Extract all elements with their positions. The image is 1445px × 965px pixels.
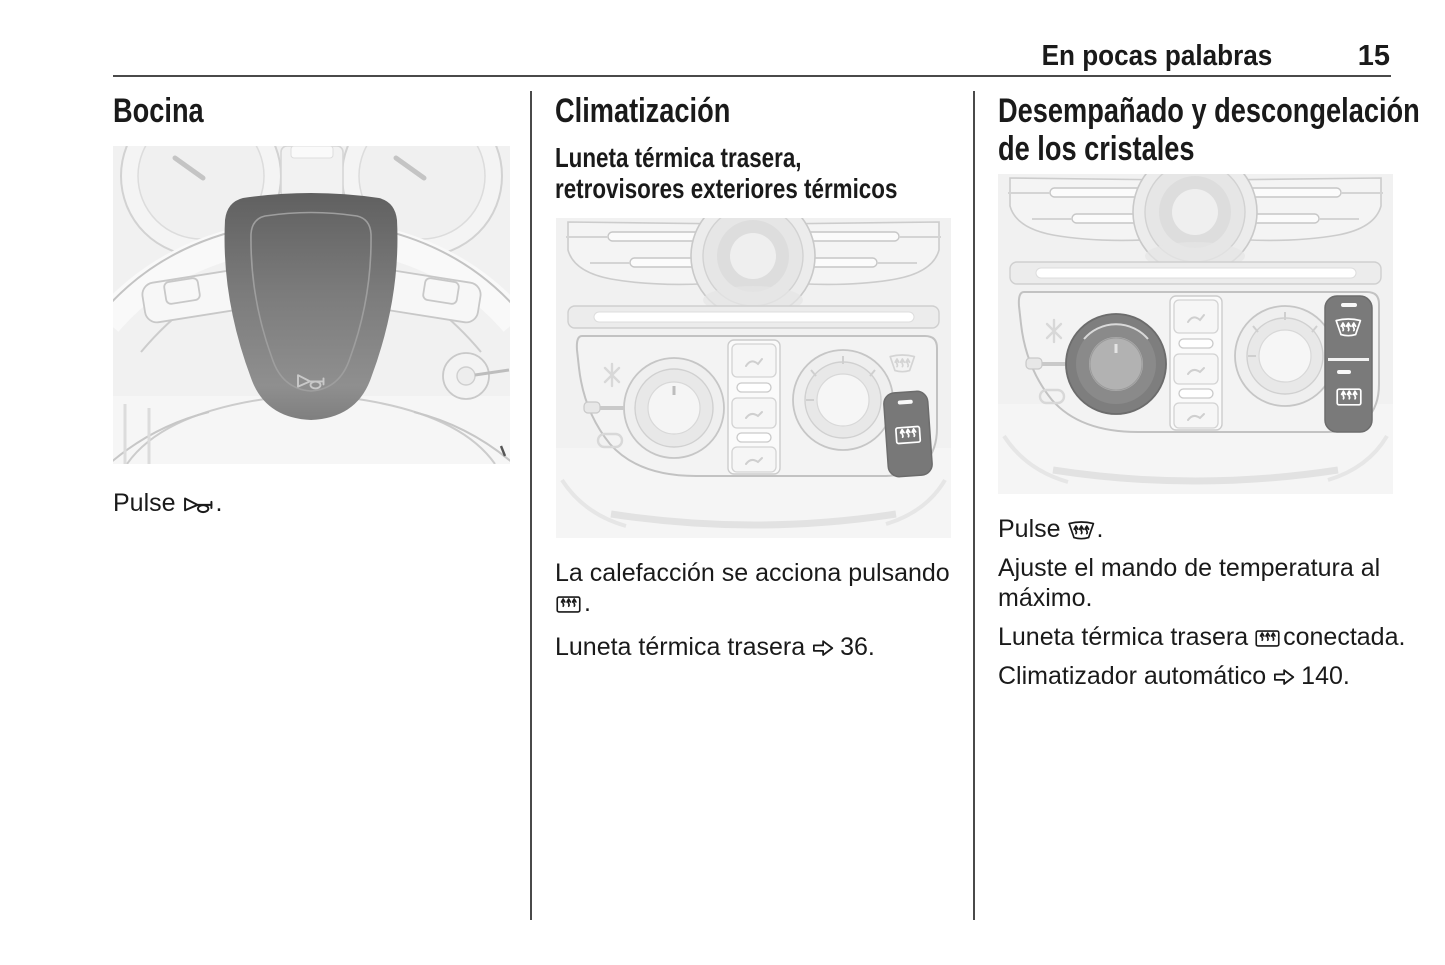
steering-wheel-figure	[113, 146, 510, 464]
section-title-bocina: Bocina	[113, 92, 204, 130]
bocina-instruction: Pulse .	[113, 489, 223, 517]
subsection-title-luneta: Luneta térmica trasera, retrovisores exteriores térmicos	[555, 142, 898, 204]
defrost-buttons-strip-highlighted	[1325, 296, 1372, 432]
desempanado-reference: Climatizador automático 140.	[998, 662, 1350, 690]
column-divider-2	[973, 91, 975, 920]
column-divider-1	[530, 91, 532, 920]
reference-arrow-icon	[812, 639, 834, 657]
section-title-climatizacion: Climatización	[555, 92, 731, 130]
climatizacion-instruction-1: La calefacción se acciona pulsando .	[555, 559, 950, 617]
climate-panel-figure-defrost-mode	[998, 174, 1393, 494]
page-number: 15	[1357, 40, 1390, 72]
rear-defrost-button-highlighted	[883, 391, 933, 478]
desempanado-instruction-1: Pulse .	[998, 515, 1104, 543]
column-climatizacion	[555, 92, 955, 671]
desempanado-instruction-3: Luneta térmica trasera conectada.	[998, 623, 1406, 651]
header-rule	[113, 75, 1391, 77]
rear-defrost-icon	[1254, 628, 1281, 649]
temperature-knob-highlighted	[1066, 314, 1166, 414]
climatizacion-reference: Luneta térmica trasera 36.	[555, 633, 875, 661]
page-header	[113, 40, 1390, 73]
rear-defrost-icon	[555, 594, 582, 615]
column-desempanado	[998, 92, 1420, 700]
header-section-title: En pocas palabras	[1042, 40, 1273, 72]
desempanado-instruction-2: Ajuste el mando de temperatura al máximo.	[998, 554, 1381, 612]
climate-panel-figure-rear-defrost	[555, 218, 952, 538]
column-bocina	[113, 92, 510, 527]
windscreen-defrost-icon	[1068, 519, 1095, 541]
horn-icon	[183, 495, 214, 514]
section-title-desempanado: Desempañado y descongelación de los cristales	[998, 92, 1420, 168]
reference-arrow-icon	[1273, 668, 1295, 686]
